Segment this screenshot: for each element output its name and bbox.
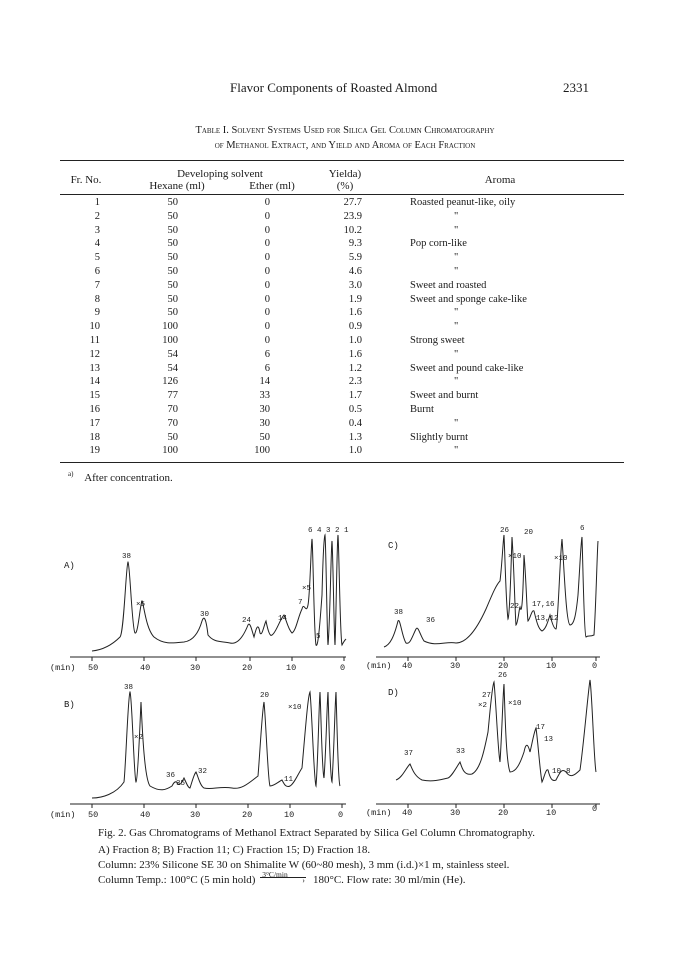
cell-hexane: 100 xyxy=(162,334,178,346)
cell-aroma: " xyxy=(454,210,459,222)
cell-aroma: Sweet and roasted xyxy=(410,279,487,291)
axis-tick: 0 xyxy=(340,663,346,673)
cell-yield: 5.9 xyxy=(348,252,362,264)
axis-unit: (min) xyxy=(50,810,76,820)
cell-hexane: 50 xyxy=(167,210,178,222)
cell-aroma: " xyxy=(454,265,459,277)
axis-tick: 20 xyxy=(498,808,509,818)
header-yield-unit: (%) xyxy=(336,180,354,192)
cell-ether: 33 xyxy=(259,390,270,402)
cell-aroma: Sweet and pound cake-like xyxy=(410,362,524,374)
cell-yield: 23.9 xyxy=(343,210,362,222)
cell-yield: 1.2 xyxy=(348,362,362,374)
cell-hexane: 50 xyxy=(167,293,178,305)
column-temp: Column Temp.: 100°C (5 min hold) xyxy=(98,874,256,886)
peak-label: 37 xyxy=(404,750,414,758)
cell-fr-no: 10 xyxy=(89,321,100,333)
cell-ether: 30 xyxy=(259,403,270,415)
peak-label: 38 xyxy=(122,553,132,561)
peak-label: 8 xyxy=(566,768,571,776)
table-row xyxy=(60,417,624,431)
chromatogram-b-label: B) xyxy=(64,700,75,710)
cell-yield: 4.6 xyxy=(348,265,362,277)
peak-label: 6 xyxy=(580,525,585,533)
cell-hexane: 70 xyxy=(167,417,178,429)
cell-ether: 0 xyxy=(264,293,270,305)
cell-aroma: " xyxy=(454,376,459,388)
table-row xyxy=(60,362,624,376)
cell-ether: 0 xyxy=(264,334,270,346)
chromatogram-a-trace xyxy=(62,525,352,675)
cell-ether: 0 xyxy=(264,224,270,236)
peak-label: 17,16 xyxy=(532,601,555,609)
figure-caption-line-2: A) Fraction 8; B) Fraction 11; C) Fraction 15; D) Fraction 18. xyxy=(98,844,371,856)
running-title: Flavor Components of Roasted Almond xyxy=(230,80,438,95)
chromatogram-a-label: A) xyxy=(64,561,75,571)
cell-yield: 1.9 xyxy=(348,293,362,305)
peak-label: 38 xyxy=(124,684,134,692)
peak-label: 20 xyxy=(260,692,270,700)
figure-caption-line-1: Fig. 2. Gas Chromatograms of Methanol Extract Separated by Silica Gel Column Chromatography. xyxy=(98,827,536,839)
table-caption-line-1: Table I. Solvent Systems Used for Silica Gel Column Chromatography xyxy=(195,125,495,136)
cell-ether: 0 xyxy=(264,321,270,333)
cell-hexane: 50 xyxy=(167,307,178,319)
peak-label: 17 xyxy=(536,724,546,732)
header-hexane: Hexane (ml) xyxy=(149,180,205,192)
peak-label: 20 xyxy=(524,529,534,537)
header-ether: Ether (ml) xyxy=(249,180,295,192)
cell-fr-no: 7 xyxy=(94,279,100,291)
cell-fr-no: 1 xyxy=(94,197,100,208)
table-row xyxy=(60,320,624,334)
axis-tick: 10 xyxy=(546,661,557,671)
peak-label: ×5 xyxy=(302,585,312,593)
cell-hexane: 54 xyxy=(167,362,178,374)
cell-ether: 0 xyxy=(264,265,270,277)
table-bottom-rule xyxy=(60,462,624,463)
figure-caption-line-4 xyxy=(98,870,598,888)
cell-hexane: 54 xyxy=(167,348,178,360)
cell-fr-no: 18 xyxy=(89,431,100,443)
temp-rate: 3°C/min xyxy=(262,870,288,880)
cell-ether: 0 xyxy=(264,279,270,291)
cell-aroma: Sweet and burnt xyxy=(410,390,479,402)
table-caption-line-2: of Methanol Extract, and Yield and Aroma of Each Fraction xyxy=(214,140,476,151)
final-temp-flow: 180°C. Flow rate: 30 ml/min (He). xyxy=(312,874,466,886)
page-number: 2331 xyxy=(563,80,589,95)
axis-tick: 50 xyxy=(88,810,99,820)
cell-yield: 9.3 xyxy=(348,238,362,250)
cell-hexane: 70 xyxy=(167,403,178,415)
axis-tick: 50 xyxy=(88,663,99,673)
table-row xyxy=(60,403,624,417)
cell-fr-no: 14 xyxy=(89,376,100,388)
table-row xyxy=(60,279,624,293)
cell-ether: 6 xyxy=(264,362,270,374)
peak-label: 32 xyxy=(198,768,208,776)
peak-label: 6 4 3 2 1 xyxy=(308,527,349,535)
cell-ether: 30 xyxy=(259,417,270,429)
cell-yield: 1.3 xyxy=(348,431,362,443)
peak-label: 22 xyxy=(510,603,520,611)
axis-tick: 0 xyxy=(338,810,344,820)
cell-ether: 14 xyxy=(259,376,270,388)
chromatogram-b xyxy=(50,682,352,822)
axis-unit: (min) xyxy=(366,661,392,671)
figure-caption-line-3: Column: 23% Silicone SE 30 on Shimalite W (60~80 mesh), 3 mm (i.d.)×1 m, stainless steel. xyxy=(98,859,510,871)
cell-hexane: 126 xyxy=(162,376,178,388)
table-row xyxy=(60,431,624,445)
cell-ether: 100 xyxy=(254,445,270,457)
peak-label: 36 xyxy=(166,772,176,780)
peak-label: 30 xyxy=(200,611,210,619)
cell-yield: 0.5 xyxy=(348,403,362,415)
cell-hexane: 77 xyxy=(167,390,178,402)
cell-aroma: Burnt xyxy=(410,403,434,415)
header-developing-solvent: Developing solvent xyxy=(177,168,263,180)
cell-aroma: Sweet and sponge cake-like xyxy=(410,293,527,305)
arrow-right-icon xyxy=(260,877,306,878)
cell-fr-no: 3 xyxy=(94,224,100,236)
cell-fr-no: 4 xyxy=(94,238,100,250)
table-row xyxy=(60,251,624,265)
cell-hexane: 50 xyxy=(167,197,178,208)
peak-label: 13,12 xyxy=(536,615,559,623)
cell-hexane: 50 xyxy=(167,252,178,264)
cell-ether: 0 xyxy=(264,197,270,208)
cell-yield: 0.4 xyxy=(348,417,362,429)
cell-aroma: Strong sweet xyxy=(410,334,465,346)
axis-tick: 40 xyxy=(402,808,413,818)
cell-ether: 0 xyxy=(264,307,270,319)
cell-ether: 0 xyxy=(264,210,270,222)
peak-label: ×2 xyxy=(134,734,144,742)
cell-fr-no: 16 xyxy=(89,403,100,415)
cell-fr-no: 8 xyxy=(94,293,100,305)
axis-tick: 40 xyxy=(140,663,151,673)
peak-label: 5 xyxy=(316,633,321,641)
peak-label: ×5 xyxy=(136,601,146,609)
cell-hexane: 100 xyxy=(162,445,178,457)
peak-label: ×2 xyxy=(478,702,488,710)
figure-caption xyxy=(98,826,598,888)
peak-label: 14 xyxy=(278,615,288,623)
cell-hexane: 100 xyxy=(162,321,178,333)
cell-ether: 6 xyxy=(264,348,270,360)
cell-yield: 27.7 xyxy=(343,197,362,208)
cell-fr-no: 5 xyxy=(94,252,100,264)
cell-yield: 1.6 xyxy=(348,307,362,319)
footnote-text: After concentration. xyxy=(84,471,173,484)
table-row xyxy=(60,265,624,279)
table-footnote xyxy=(68,470,173,484)
peak-label: 26 xyxy=(500,527,510,535)
cell-aroma: " xyxy=(454,321,459,333)
cell-yield: 1.7 xyxy=(348,390,362,402)
cell-yield: 1.0 xyxy=(348,334,362,346)
cell-yield: 10.2 xyxy=(343,224,362,236)
axis-tick: 30 xyxy=(190,663,201,673)
table-row xyxy=(60,224,624,238)
cell-hexane: 50 xyxy=(167,431,178,443)
peak-label: 27 xyxy=(482,692,492,700)
axis-tick: 0 xyxy=(592,661,598,671)
peak-label: 24 xyxy=(242,617,252,625)
axis-unit: (min) xyxy=(50,663,76,673)
peak-label: 13 xyxy=(544,736,554,744)
axis-tick: 10 xyxy=(286,663,297,673)
table-row xyxy=(60,375,624,389)
chromatogram-c-trace xyxy=(376,525,606,675)
cell-fr-no: 15 xyxy=(89,390,100,402)
cell-yield: 0.9 xyxy=(348,321,362,333)
peak-label: 36 xyxy=(426,617,436,625)
cell-aroma: " xyxy=(454,224,459,236)
chromatogram-b-trace xyxy=(62,682,352,822)
cell-fr-no: 9 xyxy=(94,307,100,319)
cell-ether: 0 xyxy=(264,238,270,250)
cell-ether: 50 xyxy=(259,431,270,443)
axis-tick: 20 xyxy=(498,661,509,671)
peak-label: ×10 xyxy=(508,700,522,708)
chromatogram-a xyxy=(50,525,352,675)
arrow-head-icon: › xyxy=(302,876,305,886)
cell-ether: 0 xyxy=(264,252,270,264)
peak-label: ×10 xyxy=(508,553,522,561)
cell-fr-no: 19 xyxy=(89,445,100,457)
temp-rate-arrow xyxy=(258,870,310,887)
axis-tick: 10 xyxy=(546,808,557,818)
cell-fr-no: 17 xyxy=(89,417,100,429)
cell-fr-no: 6 xyxy=(94,265,100,277)
peak-label: 35 xyxy=(176,780,186,788)
chromatogram-d-label: D) xyxy=(388,688,399,698)
table-row xyxy=(60,334,624,348)
axis-tick: 10 xyxy=(284,810,295,820)
peak-label: ×10 xyxy=(554,555,568,563)
table-row xyxy=(60,293,624,307)
table-row xyxy=(60,348,624,362)
header-fr-no: Fr. No. xyxy=(70,174,102,186)
table-row xyxy=(60,196,624,210)
cell-fr-no: 12 xyxy=(89,348,100,360)
cell-yield: 2.3 xyxy=(348,376,362,388)
cell-aroma: " xyxy=(454,252,459,264)
chromatogram-d xyxy=(366,672,606,822)
header-yield: Yielda) xyxy=(328,168,362,180)
peak-label: 26 xyxy=(498,672,508,680)
axis-tick: 30 xyxy=(190,810,201,820)
axis-tick: 40 xyxy=(402,661,413,671)
table-row xyxy=(60,444,624,458)
axis-tick: 20 xyxy=(242,663,253,673)
cell-aroma: Pop corn-like xyxy=(410,238,467,250)
table-header-rule xyxy=(60,194,624,195)
cell-aroma: " xyxy=(454,348,459,360)
axis-tick: 40 xyxy=(140,810,151,820)
cell-hexane: 50 xyxy=(167,224,178,236)
cell-aroma: " xyxy=(454,417,459,429)
cell-fr-no: 11 xyxy=(89,334,100,346)
cell-aroma: Roasted peanut-like, oily xyxy=(410,197,516,208)
running-head xyxy=(0,80,681,100)
cell-aroma: " xyxy=(454,445,459,457)
chromatogram-c xyxy=(366,525,606,675)
peak-label: 10 xyxy=(552,768,562,776)
table-top-rule xyxy=(60,160,624,161)
peak-label: 7 xyxy=(298,599,303,607)
axis-tick: 20 xyxy=(242,810,253,820)
table-body xyxy=(60,196,624,458)
cell-yield: 3.0 xyxy=(348,279,362,291)
chromatogram-c-label: C) xyxy=(388,541,399,551)
peak-label: ×10 xyxy=(288,704,302,712)
table-header xyxy=(60,168,624,192)
cell-hexane: 50 xyxy=(167,265,178,277)
table-row xyxy=(60,389,624,403)
axis-unit: (min) xyxy=(366,808,392,818)
axis-tick: 0 xyxy=(592,804,598,814)
peak-label: 33 xyxy=(456,748,466,756)
table-caption xyxy=(60,123,630,153)
table-row xyxy=(60,306,624,320)
footnote-mark: a) xyxy=(68,470,74,478)
peak-label: 11 xyxy=(284,776,294,784)
header-aroma: Aroma xyxy=(484,174,516,186)
cell-aroma: " xyxy=(454,307,459,319)
cell-yield: 1.6 xyxy=(348,348,362,360)
cell-hexane: 50 xyxy=(167,279,178,291)
cell-fr-no: 13 xyxy=(89,362,100,374)
table-row xyxy=(60,210,624,224)
axis-tick: 30 xyxy=(450,808,461,818)
cell-hexane: 50 xyxy=(167,238,178,250)
cell-aroma: Slightly burnt xyxy=(410,431,469,443)
axis-tick: 30 xyxy=(450,661,461,671)
table-row xyxy=(60,237,624,251)
peak-label: 38 xyxy=(394,609,404,617)
cell-yield: 1.0 xyxy=(348,445,362,457)
cell-fr-no: 2 xyxy=(94,210,100,222)
